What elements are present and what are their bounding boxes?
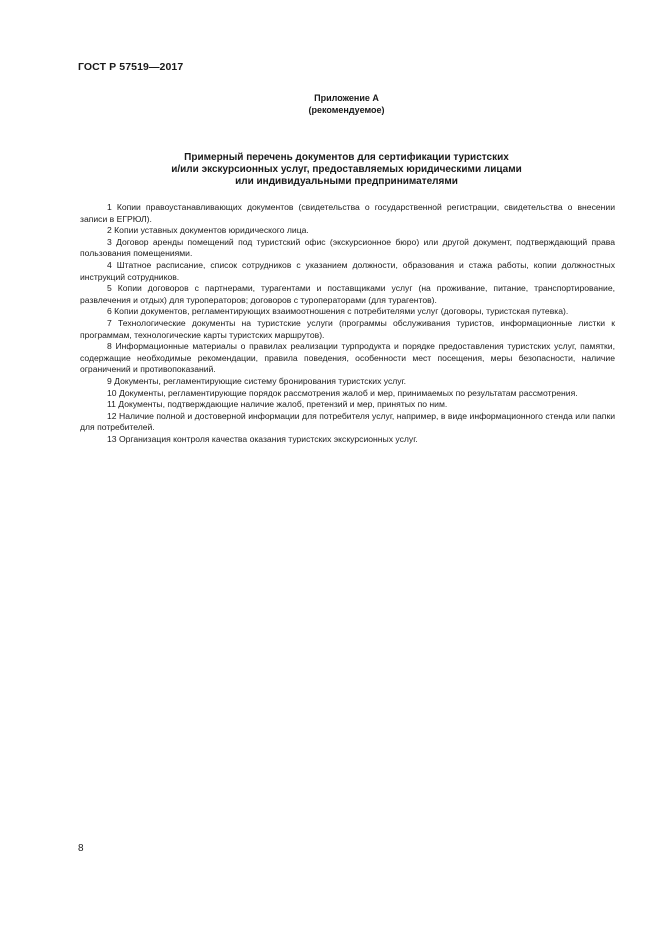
title-line-1: Примерный перечень документов для сертификации туристских bbox=[184, 152, 509, 163]
list-item: 13 Организация контроля качества оказания туристских экскурсионных услуг. bbox=[107, 433, 418, 444]
list-item: 3 Договор аренды помещений под туристский офис (экскурсионное бюро) или другой документ, подтверждающий права пользования помещениями. bbox=[80, 236, 615, 259]
page-number: 8 bbox=[78, 843, 84, 854]
list-item: 4 Штатное расписание, список сотрудников с указанием должности, образования и стажа работы, копии должностных инструкций сотрудников. bbox=[80, 259, 615, 282]
appendix-title bbox=[78, 152, 615, 188]
list-item: 9 Документы, регламентирующие систему бронирования туристских услуг. bbox=[107, 375, 407, 386]
list-item: 6 Копии документов, регламентирующих взаимоотношения с потребителями услуг (договоры, туристская путевка). bbox=[107, 306, 569, 317]
appendix-status: (рекомендуемое) bbox=[308, 104, 385, 115]
list-item: 10 Документы, регламентирующие порядок рассмотрения жалоб и мер, принимаемых по результатам рассмотрения. bbox=[107, 387, 578, 398]
title-line-3: или индивидуальными предпринимателями bbox=[235, 176, 458, 187]
appendix-label: Приложение А bbox=[314, 93, 379, 103]
list-item: 1 Копии правоустанавливающих документов (свидетельства о государственной регистрации, свидетельства о внесении записи в ЕГРЮЛ). bbox=[80, 202, 615, 224]
list-item: 5 Копии договоров с партнерами, турагентами и поставщиками услуг (на проживание, питание, транспортирование, развлечения и отдых) для туроператоров; договоров с туроператорами (для турагентов). bbox=[80, 283, 615, 305]
appendix-heading bbox=[78, 93, 615, 116]
document-list bbox=[80, 202, 615, 445]
list-item: 8 Информационные материалы о правилах реализации турпродукта и порядке предоставления туристских услуг, памятки, содержащие необходимые рекомендации, правила поведения, особенности мест посещения, меры безопасности, наличие ограничений и противопоказаний. bbox=[80, 341, 615, 375]
list-item: 12 Наличие полной и достоверной информации для потребителя услуг, например, в виде информационного стенда или папки для потребителей. bbox=[80, 410, 615, 433]
document-code: ГОСТ Р 57519—2017 bbox=[78, 61, 184, 73]
list-item: 11 Документы, подтверждающие наличие жалоб, претензий и мер, принятых по ним. bbox=[107, 399, 448, 410]
list-item: 7 Технологические документы на туристские услуги (программы обслуживания туристов, информационные листки к программам, технологические карты туристских маршрутов). bbox=[80, 317, 615, 340]
title-line-2: и/или экскурсионных услуг, предоставляемых юридическими лицами bbox=[171, 164, 522, 175]
list-item: 2 Копии уставных документов юридического лица. bbox=[107, 225, 309, 236]
